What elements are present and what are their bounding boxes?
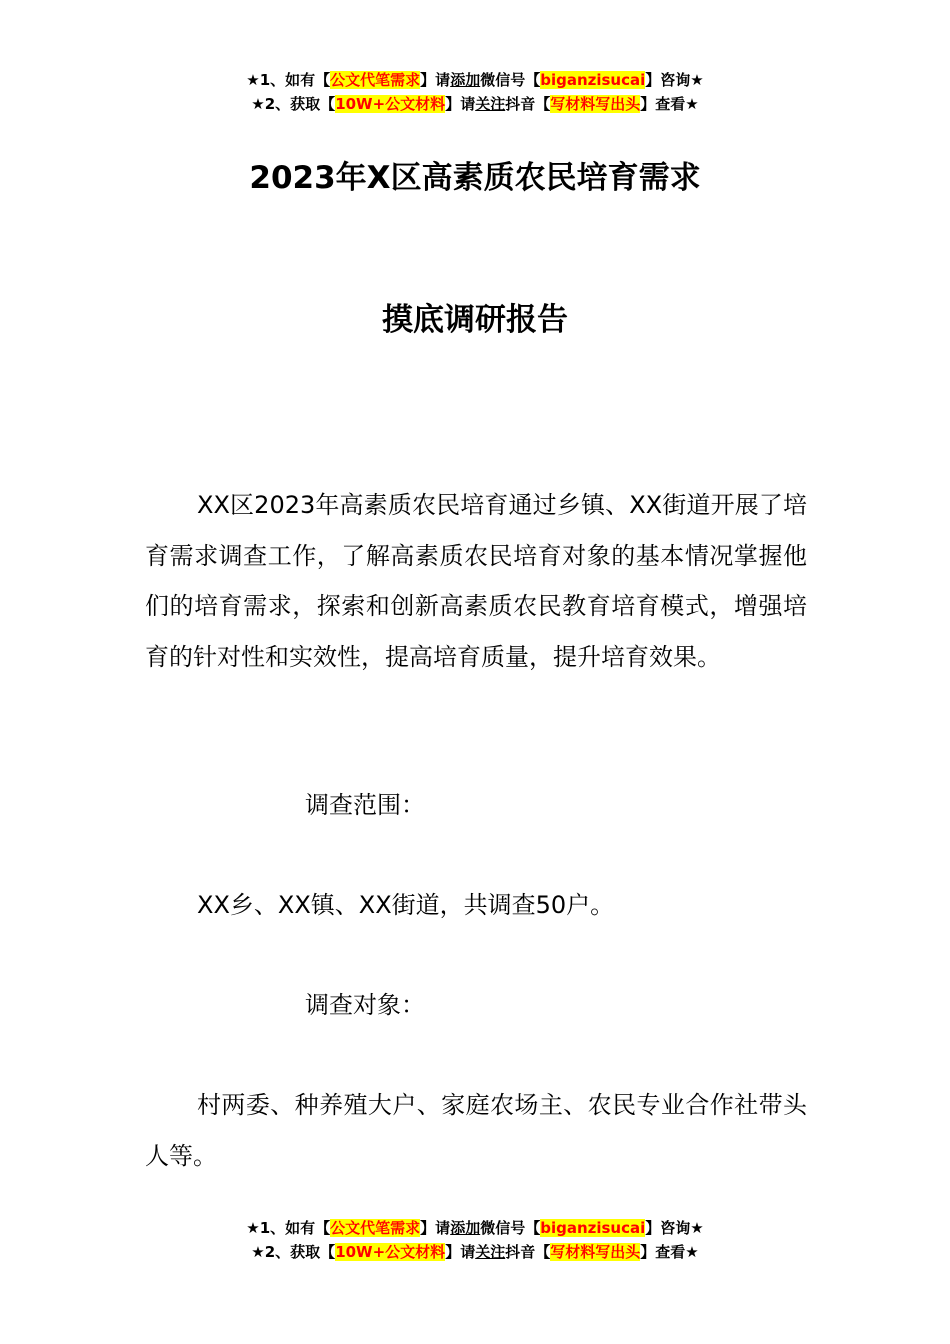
footer-promo-line-2 — [0, 1240, 950, 1264]
promo-line-2-suffix: 】查看★ — [640, 95, 699, 113]
promo-underlined-add: 添加 — [450, 71, 481, 89]
footer-promo-underlined-add: 添加 — [450, 1219, 481, 1237]
promo-line-1-suffix: 】咨询★ — [645, 71, 704, 89]
promo-underlined-follow: 关注 — [475, 95, 506, 113]
footer-promo-line-2-prefix: ★2、获取【 — [251, 1243, 336, 1261]
target-paragraph: 村两委、种养殖大户、家庭农场主、农民专业合作社带头人等。 — [145, 1091, 807, 1170]
footer-promo-highlight-douyin-id: 写材料写出头 — [550, 1243, 641, 1261]
footer-promo-banner — [0, 1216, 950, 1264]
footer-promo-highlight-service: 公文代笔需求 — [330, 1219, 421, 1237]
footer-promo-line-1-suffix: 】咨询★ — [645, 1219, 704, 1237]
header-promo-banner — [0, 68, 950, 116]
promo-line-1-mid2: 微信号【 — [480, 71, 541, 89]
footer-promo-line-1 — [0, 1216, 950, 1240]
document-title-line-2: 摸底调研报告 — [382, 302, 568, 338]
scope-heading: 调查范围： — [305, 791, 425, 819]
promo-highlight-douyin-id: 写材料写出头 — [550, 95, 641, 113]
scope-paragraph: XX乡、XX镇、XX街道，共调查50户。 — [197, 891, 615, 919]
promo-line-1-prefix: ★1、如有【 — [246, 71, 331, 89]
footer-promo-line-1-mid2: 微信号【 — [480, 1219, 541, 1237]
footer-promo-highlight-wechat-id: biganzisucai — [540, 1219, 646, 1237]
document-title-line-1: 2023年X区高素质农民培育需求 — [249, 160, 701, 196]
footer-promo-underlined-follow: 关注 — [475, 1243, 506, 1261]
footer-promo-line-1-mid1: 】请 — [420, 1219, 451, 1237]
promo-line-1-mid1: 】请 — [420, 71, 451, 89]
footer-promo-line-2-suffix: 】查看★ — [640, 1243, 699, 1261]
footer-promo-line-1-prefix: ★1、如有【 — [246, 1219, 331, 1237]
promo-line-2-prefix: ★2、获取【 — [251, 95, 336, 113]
target-heading: 调查对象： — [305, 991, 425, 1019]
intro-paragraph: XX区2023年高素质农民培育通过乡镇、XX街道开展了培育需求调查工作，了解高素质农民培育对象的基本情况掌握他们的培育需求，探索和创新高素质农民教育培育模式，增强培育的针对性和实效性，提高培育质量，提升培育效果。 — [145, 491, 807, 671]
promo-highlight-wechat-id: biganzisucai — [540, 71, 646, 89]
footer-promo-line-2-mid2: 抖音【 — [505, 1243, 551, 1261]
footer-promo-highlight-materials: 10W+公文材料 — [335, 1243, 446, 1261]
footer-promo-line-2-mid1: 】请 — [445, 1243, 476, 1261]
promo-line-1 — [0, 68, 950, 92]
promo-line-2 — [0, 92, 950, 116]
promo-line-2-mid2: 抖音【 — [505, 95, 551, 113]
promo-highlight-service: 公文代笔需求 — [330, 71, 421, 89]
promo-highlight-materials: 10W+公文材料 — [335, 95, 446, 113]
promo-line-2-mid1: 】请 — [445, 95, 476, 113]
